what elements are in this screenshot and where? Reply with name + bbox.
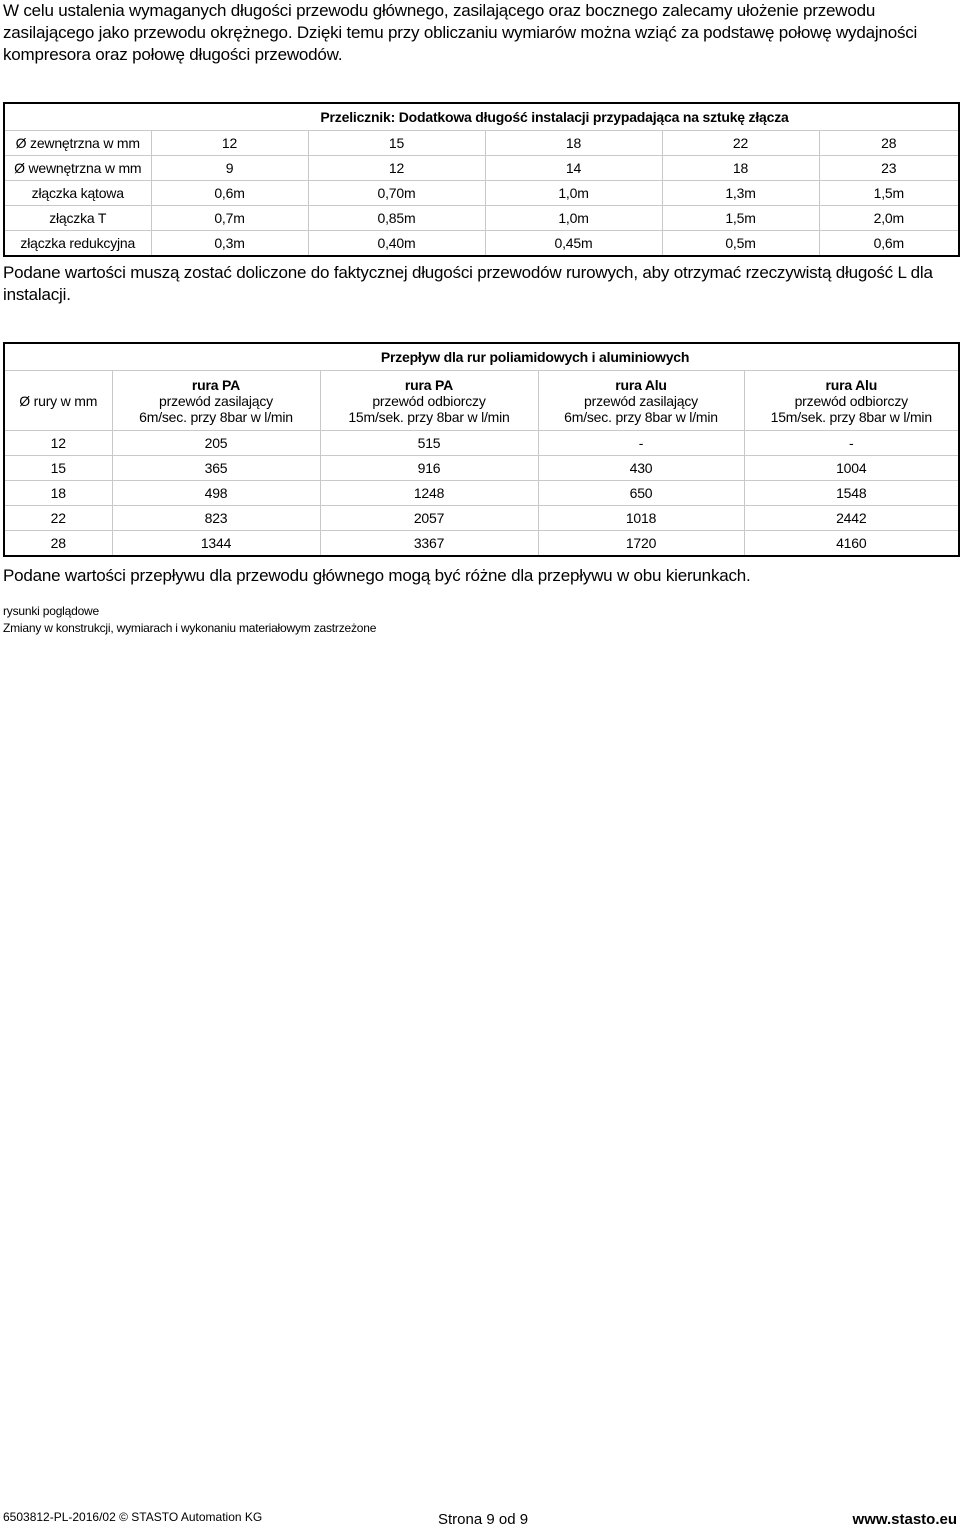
table-cell: 0,3m — [151, 231, 308, 257]
table-cell: 1004 — [744, 456, 959, 481]
intro-paragraph: W celu ustalenia wymaganych długości przewodu głównego, zasilającego oraz bocznego zalecamy ułożenie przewodu zasilającego jako przewodu okrężnego. Dzięki temu przy obliczaniu wymiarów można wziąć za podstawę połowę wydajności kompresora oraz połowę długości przewodów. — [3, 1, 918, 64]
table-cell: 18 — [662, 156, 819, 181]
table-cell: 22 — [662, 131, 819, 156]
table-row — [4, 181, 959, 206]
pipe-size: 18 — [4, 481, 112, 506]
row-label: złączka redukcyjna — [4, 231, 151, 257]
table-cell: 2,0m — [819, 206, 959, 231]
pipe-line: przewód odbiorczy — [794, 392, 908, 409]
pipe-size: 22 — [4, 506, 112, 531]
table-cell: 0,70m — [308, 181, 485, 206]
table-cell: 430 — [538, 456, 744, 481]
table-cell: 1,5m — [819, 181, 959, 206]
table-cell: 365 — [112, 456, 320, 481]
pipe-line: przewód zasilający — [159, 392, 273, 409]
table-cell: 2442 — [744, 506, 959, 531]
table-row — [4, 156, 959, 181]
table-cell: 650 — [538, 481, 744, 506]
pipe-size: 28 — [4, 531, 112, 557]
pipe-spec: 6m/sec. przy 8bar w l/min — [564, 408, 718, 425]
table-row — [4, 206, 959, 231]
table-cell: 2057 — [320, 506, 538, 531]
pipe-line: przewód zasilający — [584, 392, 698, 409]
footer-page-number: Strona 9 od 9 — [438, 1511, 529, 1528]
pipe-type: rura Alu — [615, 376, 667, 393]
table-row — [4, 231, 959, 257]
table-cell: 0,45m — [485, 231, 662, 257]
table-cell: 18 — [485, 131, 662, 156]
table-row — [4, 531, 959, 557]
pipe-type: rura PA — [191, 376, 241, 393]
column-header-diameter: Ø rury w mm — [4, 371, 112, 431]
table-cell: 9 — [151, 156, 308, 181]
pipe-type: rura PA — [404, 376, 454, 393]
column-header — [112, 371, 320, 431]
table-cell: 28 — [819, 131, 959, 156]
pipe-line: przewód odbiorczy — [372, 392, 486, 409]
column-header — [538, 371, 744, 431]
table-cell: 0,5m — [662, 231, 819, 257]
pipe-spec: 15m/sek. przy 8bar w l/min — [770, 408, 932, 425]
table-cell: 12 — [308, 156, 485, 181]
pipe-size: 12 — [4, 431, 112, 456]
flow-note: Podane wartości przepływu dla przewodu głównego mogą być różne dla przepływu w obu kierunkach. — [3, 566, 751, 585]
table-cell: 498 — [112, 481, 320, 506]
changes-disclaimer: Zmiany w konstrukcji, wymiarach i wykonaniu materiałowym zastrzeżone — [3, 621, 377, 635]
table-cell: 1,0m — [485, 206, 662, 231]
table-row — [4, 131, 959, 156]
table-cell: 1,0m — [485, 181, 662, 206]
fitting-length-table — [3, 102, 960, 257]
fitting-length-table-title: Przelicznik: Dodatkowa długość instalacji przypadająca na sztukę złącza — [320, 109, 789, 125]
table-cell: 1720 — [538, 531, 744, 557]
length-note: Podane wartości muszą zostać doliczone do faktycznej długości przewodów rurowych, aby otrzymać rzeczywistą długość L dla instalacji. — [3, 263, 933, 304]
table-row — [4, 481, 959, 506]
table-cell: 4160 — [744, 531, 959, 557]
footer-document-id: 6503812-PL-2016/02 © STASTO Automation KG — [3, 1510, 263, 1524]
table-cell: - — [538, 431, 744, 456]
pipe-spec: 15m/sek. przy 8bar w l/min — [348, 408, 510, 425]
drawings-note: rysunki poglądowe — [3, 604, 99, 618]
footer-website-link[interactable]: www.stasto.eu — [852, 1511, 957, 1528]
table-row — [4, 456, 959, 481]
table-cell: 515 — [320, 431, 538, 456]
table-cell: - — [744, 431, 959, 456]
table-cell: 14 — [485, 156, 662, 181]
table-row — [4, 506, 959, 531]
table-cell: 1018 — [538, 506, 744, 531]
flow-table-header — [4, 371, 959, 431]
table-cell: 1344 — [112, 531, 320, 557]
table-cell: 23 — [819, 156, 959, 181]
table-cell: 1248 — [320, 481, 538, 506]
table-cell: 0,40m — [308, 231, 485, 257]
column-header — [744, 371, 959, 431]
table-cell: 12 — [151, 131, 308, 156]
pipe-spec: 6m/sec. przy 8bar w l/min — [139, 408, 293, 425]
table-cell: 0,6m — [819, 231, 959, 257]
table-cell: 823 — [112, 506, 320, 531]
table-cell: 3367 — [320, 531, 538, 557]
column-header — [320, 371, 538, 431]
row-label: Ø zewnętrzna w mm — [4, 131, 151, 156]
table-cell: 916 — [320, 456, 538, 481]
row-label: złączka T — [4, 206, 151, 231]
flow-table-title: Przepływ dla rur poliamidowych i aluminiowych — [380, 349, 690, 365]
table-cell: 1,5m — [662, 206, 819, 231]
row-label: Ø wewnętrzna w mm — [4, 156, 151, 181]
table-cell: 1548 — [744, 481, 959, 506]
table-cell: 1,3m — [662, 181, 819, 206]
pipe-size: 15 — [4, 456, 112, 481]
table-cell: 0,6m — [151, 181, 308, 206]
flow-table — [3, 342, 960, 557]
pipe-type: rura Alu — [825, 376, 878, 393]
row-label: złączka kątowa — [4, 181, 151, 206]
table-row — [4, 431, 959, 456]
table-cell: 0,85m — [308, 206, 485, 231]
table-cell: 15 — [308, 131, 485, 156]
table-cell: 0,7m — [151, 206, 308, 231]
table-cell: 205 — [112, 431, 320, 456]
